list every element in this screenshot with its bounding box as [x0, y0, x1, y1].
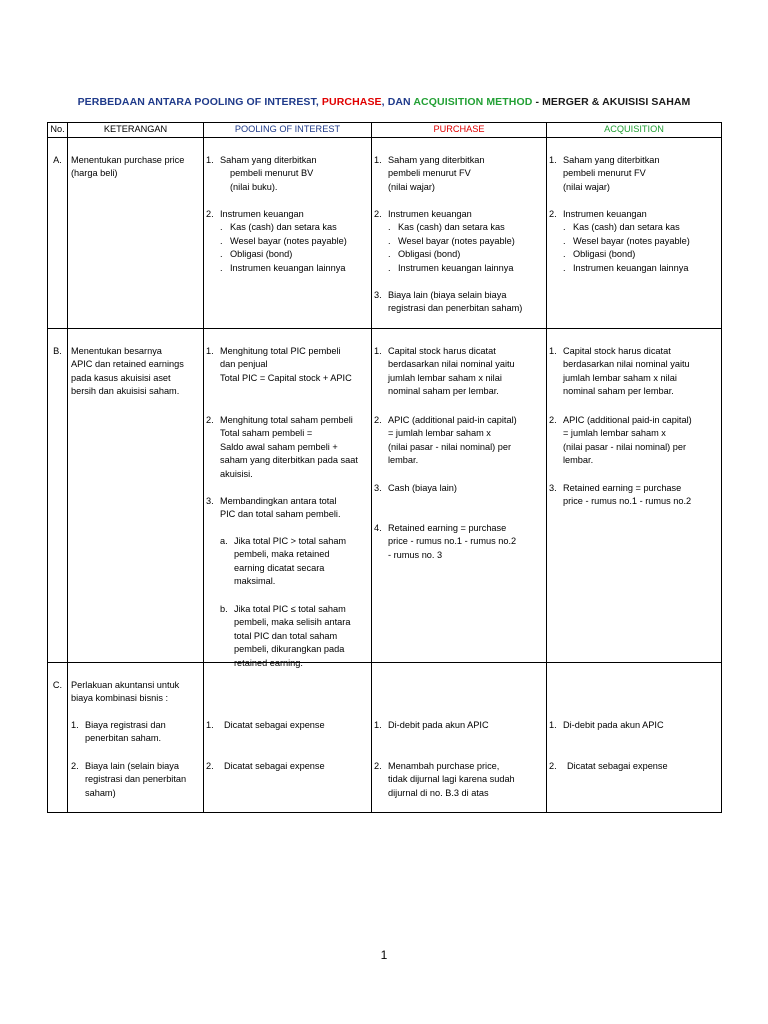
title-part-3: , DAN: [381, 96, 414, 108]
text-line: [206, 208, 371, 221]
row-b-acq-item-1: [547, 345, 721, 399]
text-line: Saldo awal saham pembeli +: [220, 441, 338, 452]
title-part-acquisition: ACQUISITION METHOD: [413, 96, 533, 108]
text-line: [374, 345, 546, 358]
text-line: price - rumus no.1 - rumus no.2: [563, 496, 692, 507]
text-line: [206, 262, 371, 275]
item-text: Obligasi (bond): [573, 249, 636, 260]
text-line: saham yang diterbitkan pada saat: [220, 455, 358, 466]
bullet-dot: .: [563, 235, 566, 246]
text-line: Total PIC = Capital stock + APIC: [220, 372, 352, 383]
row-b-no: [48, 329, 68, 663]
text-line: (harga beli): [71, 168, 118, 179]
table-row-c: [48, 663, 722, 813]
item-text: Capital stock harus dicatat: [388, 346, 496, 356]
row-b-purch-item-3: [372, 482, 546, 495]
table-header-row: [48, 123, 722, 138]
text-line: [206, 154, 371, 167]
row-a-acquisition: [547, 138, 722, 329]
row-a-no-label: A.: [53, 155, 62, 165]
row-a-purch-item-1: [372, 154, 546, 194]
text-line: = jumlah lembar saham x: [388, 428, 491, 439]
text-line: [206, 221, 371, 234]
text-line: [374, 262, 546, 275]
text-line: [374, 522, 546, 535]
comparison-table: [47, 122, 722, 813]
text-line: [206, 235, 371, 248]
item-text: Wesel bayar (notes payable): [398, 235, 515, 246]
row-c-pooling: [204, 663, 372, 813]
row-a-purchase: [372, 138, 547, 329]
text-line: pembeli menurut FV: [563, 168, 646, 179]
item-number: 2.: [206, 415, 214, 425]
row-c-ket-item-1: [68, 719, 203, 746]
text-line: [220, 535, 371, 548]
title-part-purchase: PURCHASE: [321, 96, 382, 108]
text-line: penerbitan saham.: [85, 733, 162, 744]
item-number: 2.: [374, 761, 382, 771]
item-number: 1.: [549, 720, 557, 730]
text-line: [374, 289, 546, 302]
bullet-dot: .: [220, 235, 223, 246]
row-c-acq-item-1: [547, 719, 721, 732]
item-number: 2.: [374, 209, 382, 219]
text-line: lembar.: [563, 455, 594, 466]
item-number: 1.: [206, 155, 214, 165]
text-line: retained earning.: [234, 657, 303, 668]
row-c-keterangan: [68, 663, 204, 813]
item-letter: b.: [220, 604, 228, 614]
page-number: 1: [380, 948, 388, 962]
text-line: [549, 154, 721, 167]
text-line: [374, 248, 546, 261]
text-line: total PIC dan total saham: [234, 630, 338, 641]
text-line: (nilai pasar - nilai nominal) per: [388, 441, 512, 452]
item-text: Biaya lain (selain biaya: [85, 761, 179, 771]
text-line: (nilai wajar): [388, 181, 435, 192]
item-letter: a.: [220, 536, 228, 546]
text-line: price - rumus no.1 - rumus no.2: [388, 536, 517, 547]
item-number: 2.: [549, 415, 557, 425]
item-text: Kas (cash) dan setara kas: [398, 222, 505, 233]
item-text: Kas (cash) dan setara kas: [573, 222, 680, 233]
item-text: Retained earning = purchase: [388, 523, 507, 533]
item-number: 1.: [71, 720, 79, 730]
item-text: Menambah purchase price,: [388, 761, 500, 771]
item-text: Instrumen keuangan lainnya: [398, 262, 514, 273]
text-line: [374, 235, 546, 248]
text-line: pembeli, dikurangkan pada: [234, 644, 345, 655]
text-line: [549, 262, 721, 275]
row-c-ket-item-2: [68, 760, 203, 800]
text-line: [374, 760, 546, 773]
item-number: 1.: [549, 346, 557, 356]
row-a-acq-item-1: [547, 154, 721, 194]
text-line: [549, 235, 721, 248]
item-text: Membandingkan antara total: [220, 496, 337, 506]
text-line: Menentukan purchase price: [71, 155, 185, 165]
item-number: 2.: [549, 761, 557, 771]
header-keterangan: KETERANGAN: [68, 123, 204, 138]
bullet-dot: .: [220, 262, 223, 273]
item-text: Wesel bayar (notes payable): [573, 235, 690, 246]
text-line: (nilai buku).: [230, 181, 278, 192]
item-text: Jika total PIC ≤ total saham: [234, 604, 346, 614]
row-b-purch-item-1: [372, 345, 546, 399]
text-line: [374, 154, 546, 167]
text-line: [206, 345, 371, 358]
row-c-acquisition: [547, 663, 722, 813]
text-line: [206, 719, 371, 732]
item-text: Biaya registrasi dan: [85, 720, 166, 730]
item-text: Retained earning = purchase: [563, 483, 682, 493]
bullet-dot: .: [220, 249, 223, 260]
row-b-acquisition: [547, 329, 722, 663]
text-line: Menentukan besarnya: [71, 346, 162, 356]
item-number: 3.: [549, 483, 557, 493]
text-line: pada kasus akuisisi aset: [71, 372, 171, 383]
item-text: Capital stock harus dicatat: [563, 346, 671, 356]
text-line: pembeli, maka retained: [234, 549, 330, 560]
row-c-pool-item-2: [204, 760, 371, 773]
text-line: [374, 719, 546, 732]
text-line: registrasi dan penerbitan: [85, 774, 187, 785]
text-line: berdasarkan nilai nominal yaitu: [388, 359, 515, 370]
title-part-5: - MERGER & AKUISISI SAHAM: [532, 96, 691, 108]
text-line: pembeli, maka selisih antara: [234, 617, 351, 628]
item-number: 1.: [549, 155, 557, 165]
bullet-dot: .: [563, 262, 566, 273]
item-text: Jika total PIC > total saham: [234, 536, 347, 546]
row-c-purchase: [372, 663, 547, 813]
text-line: akuisisi.: [220, 468, 253, 479]
text-line: [206, 414, 371, 427]
text-line: [374, 221, 546, 234]
item-number: 4.: [374, 523, 382, 533]
item-text: Saham yang diterbitkan: [220, 155, 317, 165]
row-b-pool-item-3: [204, 495, 371, 522]
text-line: pembeli menurut BV: [230, 168, 314, 179]
text-line: [206, 760, 371, 773]
bullet-dot: .: [563, 222, 566, 233]
item-number: 1.: [206, 720, 214, 730]
document-title: [0, 96, 768, 108]
row-b-pool-item-3b: [204, 603, 371, 670]
item-number: 1.: [206, 346, 214, 356]
row-b-acq-item-2: [547, 414, 721, 468]
text-line: = jumlah lembar saham x: [563, 428, 666, 439]
row-b-pooling: [204, 329, 372, 668]
text-line: [71, 719, 203, 732]
text-line: nominal saham per lembar.: [563, 386, 674, 397]
item-number: 3.: [374, 290, 382, 300]
text-line: bersih dan akuisisi saham.: [71, 386, 180, 397]
text-line: lembar.: [388, 455, 419, 466]
item-text: Saham yang diterbitkan: [388, 155, 485, 165]
item-text: Instrumen keuangan: [388, 209, 472, 219]
text-line: [374, 414, 546, 427]
text-line: [549, 208, 721, 221]
item-text: Instrumen keuangan lainnya: [230, 262, 346, 273]
item-number: 1.: [374, 720, 382, 730]
item-text: Dicatat sebagai expense: [224, 720, 325, 730]
text-line: - rumus no. 3: [388, 549, 443, 560]
text-line: [549, 345, 721, 358]
bullet-dot: .: [388, 235, 391, 246]
row-c-purch-item-1: [372, 719, 546, 732]
row-a-pooling: [204, 138, 372, 329]
bullet-dot: .: [563, 249, 566, 260]
row-b-no-label: B.: [53, 346, 62, 356]
item-number: 1.: [374, 155, 382, 165]
text-line: dan penjual: [220, 359, 268, 370]
text-line: jumlah lembar saham x nilai: [563, 372, 677, 383]
item-text: APIC (additional paid-in capital): [388, 415, 517, 425]
item-number: 2.: [549, 209, 557, 219]
text-line: [549, 248, 721, 261]
row-c-ket-text: [68, 679, 203, 706]
text-line: (nilai wajar): [563, 181, 610, 192]
item-text: Biaya lain (biaya selain biaya: [388, 290, 507, 300]
header-acquisition: ACQUISITION: [547, 123, 722, 138]
text-line: [206, 248, 371, 261]
text-line: Perlakuan akuntansi untuk: [71, 680, 180, 690]
text-line: earning dicatat secara: [234, 562, 325, 573]
text-line: [549, 221, 721, 234]
item-text: Dicatat sebagai expense: [567, 761, 668, 771]
item-text: Di-debit pada akun APIC: [388, 720, 489, 730]
item-text: Menghitung total PIC pembeli: [220, 346, 341, 356]
text-line: [206, 495, 371, 508]
item-text: Kas (cash) dan setara kas: [230, 222, 337, 233]
row-b-pool-item-3a: [204, 535, 371, 589]
row-c-purch-item-2: [372, 760, 546, 800]
text-line: [220, 603, 371, 616]
item-number: 2.: [374, 415, 382, 425]
row-b-acq-item-3: [547, 482, 721, 509]
text-line: maksimal.: [234, 576, 276, 587]
bullet-dot: .: [388, 249, 391, 260]
text-line: [549, 719, 721, 732]
bullet-dot: .: [220, 222, 223, 233]
row-b-keterangan: [68, 329, 204, 663]
text-line: [374, 482, 546, 495]
text-line: tidak dijurnal lagi karena sudah: [388, 774, 515, 785]
text-line: [549, 760, 721, 773]
row-a-acq-item-2: [547, 208, 721, 275]
text-line: APIC dan retained earnings: [71, 359, 184, 370]
text-line: [549, 414, 721, 427]
item-number: 2.: [71, 761, 79, 771]
row-b-purch-item-2: [372, 414, 546, 468]
row-a-purch-item-3: [372, 289, 546, 316]
text-line: dijurnal di no. B.3 di atas: [388, 787, 489, 798]
item-text: APIC (additional paid-in capital): [563, 415, 692, 425]
text-line: [549, 482, 721, 495]
text-line: nominal saham per lembar.: [388, 386, 499, 397]
text-line: berdasarkan nilai nominal yaitu: [563, 359, 690, 370]
text-line: jumlah lembar saham x nilai: [388, 372, 502, 383]
row-c-acq-item-2: [547, 760, 721, 773]
row-c-no-label: C.: [52, 680, 63, 690]
text-line: biaya kombinasi bisnis :: [71, 693, 169, 704]
text-line: registrasi dan penerbitan saham): [388, 303, 523, 314]
row-a-keterangan: [68, 138, 204, 329]
row-a-pool-item-2: [204, 208, 371, 275]
item-text: Instrumen keuangan lainnya: [573, 262, 689, 273]
text-line: Total saham pembeli =: [220, 428, 313, 439]
item-number: 1.: [374, 346, 382, 356]
text-line: PIC dan total saham pembeli.: [220, 509, 341, 520]
text-line: (nilai pasar - nilai nominal) per: [563, 441, 687, 452]
row-b-ket-text: [68, 345, 203, 399]
item-text: Wesel bayar (notes payable): [230, 235, 347, 246]
bullet-dot: .: [388, 222, 391, 233]
row-a-purch-item-2: [372, 208, 546, 275]
item-number: 3.: [374, 483, 382, 493]
text-line: [71, 760, 203, 773]
item-text: Instrumen keuangan: [220, 209, 304, 219]
row-c-no: [48, 663, 68, 813]
item-text: Di-debit pada akun APIC: [563, 720, 664, 730]
row-b-pool-item-2: [204, 414, 371, 481]
text-line: pembeli menurut FV: [388, 168, 471, 179]
bullet-dot: .: [388, 262, 391, 273]
item-text: Obligasi (bond): [398, 249, 461, 260]
item-number: 3.: [206, 496, 214, 506]
item-number: 2.: [206, 209, 214, 219]
text-line: saham): [85, 787, 116, 798]
row-a-pool-item-1: [204, 154, 371, 194]
item-text: Menghitung total saham pembeli: [220, 415, 353, 425]
item-text: Saham yang diterbitkan: [563, 155, 660, 165]
title-part-1: PERBEDAAN ANTARA POOLING OF INTEREST,: [77, 96, 322, 108]
table-row-a: [48, 138, 722, 329]
row-a-no: [48, 138, 68, 329]
row-c-pool-item-1: [204, 719, 371, 732]
item-number: 2.: [206, 761, 214, 771]
row-b-purch-item-4: [372, 522, 546, 562]
item-text: Instrumen keuangan: [563, 209, 647, 219]
item-text: Dicatat sebagai expense: [224, 761, 325, 771]
item-text: Cash (biaya lain): [388, 483, 457, 493]
row-b-pool-item-1: [204, 345, 371, 385]
row-a-ket-text: [68, 154, 203, 181]
header-no: No.: [48, 123, 68, 138]
header-purchase: PURCHASE: [372, 123, 547, 138]
table-row-b: [48, 329, 722, 663]
row-b-purchase: [372, 329, 547, 663]
header-pooling: POOLING OF INTEREST: [204, 123, 372, 138]
text-line: [374, 208, 546, 221]
item-text: Obligasi (bond): [230, 249, 293, 260]
